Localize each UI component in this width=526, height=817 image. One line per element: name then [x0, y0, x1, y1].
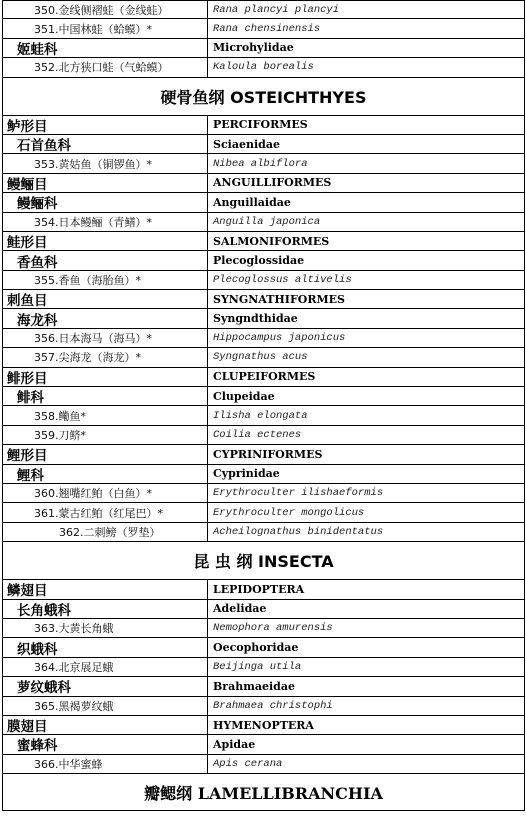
family-chinese-name: 蜜蜂科	[3, 735, 208, 753]
order-latin-name: ANGUILLIFORMES	[213, 176, 332, 190]
order-row	[3, 174, 524, 193]
family-row	[3, 735, 524, 754]
order-chinese-name: 鲈形目	[3, 116, 208, 134]
family-latin-name: Syngndthidae	[213, 312, 298, 326]
species-latin-name: Brahmaea christophi	[213, 699, 333, 712]
family-latin-name: Adelidae	[213, 602, 267, 616]
species-chinese-name: 351.中国林蛙（蛤蟆）*	[3, 19, 208, 37]
order-latin-name: HYMENOPTERA	[213, 718, 314, 732]
order-latin-name: CLUPEIFORMES	[213, 370, 316, 384]
order-row	[3, 368, 524, 387]
species-row	[3, 697, 524, 716]
family-chinese-name: 石首鱼科	[3, 135, 208, 153]
order-latin-name: SALMONIFORMES	[213, 234, 330, 248]
family-latin-name: Plecoglossidae	[213, 253, 305, 267]
class-heading: 硬骨鱼纲 OSTEICHTHYES	[160, 87, 367, 107]
order-chinese-name: 鳗鲡目	[3, 174, 208, 192]
order-row	[3, 580, 524, 599]
species-chinese-name: 358.鳓鱼*	[3, 406, 208, 424]
family-latin-name: Cyprinidae	[213, 467, 280, 481]
family-latin-name: Anguillaidae	[213, 195, 291, 209]
order-row	[3, 445, 524, 464]
species-latin-name: Erythroculter ilishaeformis	[213, 487, 384, 500]
species-chinese-name: 361.蒙古红鲌（红尾巴）*	[3, 503, 208, 521]
species-latin-name: Anguilla japonica	[213, 215, 321, 228]
species-chinese-name: 365.黑褐萝纹蛾	[3, 697, 208, 715]
species-latin-name: Rana chensinensis	[213, 22, 321, 35]
family-latin-name: Apidae	[213, 737, 256, 751]
species-row	[3, 58, 524, 77]
species-row	[3, 154, 524, 173]
family-latin-name: Oecophoridae	[213, 641, 299, 655]
order-chinese-name: 鲱形目	[3, 368, 208, 386]
species-latin-name: Plecoglossus altivelis	[213, 273, 352, 286]
family-chinese-name: 海龙科	[3, 309, 208, 327]
species-chinese-name: 355.香鱼（海胎鱼）*	[3, 271, 208, 289]
family-chinese-name: 织蛾科	[3, 638, 208, 656]
species-chinese-name: 366.中华蜜蜂	[3, 755, 208, 773]
species-latin-name: Erythroculter mongolicus	[213, 506, 365, 519]
order-latin-name: PERCIFORMES	[213, 118, 308, 132]
family-chinese-name: 姬蛙科	[3, 39, 208, 57]
species-row	[3, 426, 524, 445]
species-latin-name: Beijinga utila	[213, 660, 302, 673]
class-heading-row	[3, 78, 524, 116]
species-row	[3, 213, 524, 232]
species-row	[3, 658, 524, 677]
species-latin-name: Acheilognathus binidentatus	[213, 525, 384, 538]
species-row	[3, 484, 524, 503]
family-row	[3, 135, 524, 154]
family-chinese-name: 鲤科	[3, 465, 208, 483]
order-chinese-name: 鲤形目	[3, 445, 208, 463]
species-chinese-name: 350.金线侧褶蛙（金线蛙）	[3, 1, 208, 18]
species-latin-name: Nibea albiflora	[213, 157, 308, 170]
family-chinese-name: 鲱科	[3, 387, 208, 405]
species-chinese-name: 360.翘嘴红鲌（白鱼）*	[3, 484, 208, 502]
family-row	[3, 387, 524, 406]
species-row	[3, 755, 524, 774]
family-latin-name: Brahmaeidae	[213, 679, 295, 693]
order-chinese-name: 鳞翅目	[3, 580, 208, 598]
species-chinese-name: 363.大黄长角蛾	[3, 619, 208, 637]
class-heading: 瓣鳃纲 LAMELLIBRANCHIA	[144, 783, 383, 803]
species-latin-name: Ilisha elongata	[213, 409, 308, 422]
species-row	[3, 0, 524, 19]
order-latin-name: SYNGNATHIFORMES	[213, 292, 345, 306]
family-latin-name: Sciaenidae	[213, 137, 280, 151]
species-latin-name: Hippocampus japonicus	[213, 332, 346, 345]
class-heading-row	[3, 542, 524, 580]
family-latin-name: Microhylidae	[213, 41, 294, 55]
family-chinese-name: 萝纹蛾科	[3, 677, 208, 695]
species-latin-name: Kaloula borealis	[213, 61, 314, 74]
species-row	[3, 271, 524, 290]
species-row	[3, 348, 524, 367]
species-latin-name: Nemophora amurensis	[213, 622, 333, 635]
order-chinese-name: 膜翅目	[3, 716, 208, 734]
species-row	[3, 19, 524, 38]
species-row	[3, 406, 524, 425]
family-row	[3, 638, 524, 657]
species-row	[3, 523, 524, 542]
family-row	[3, 465, 524, 484]
family-row	[3, 600, 524, 619]
species-chinese-name: 352.北方狭口蛙（气蛤蟆）	[3, 58, 208, 76]
order-chinese-name: 刺鱼目	[3, 290, 208, 308]
family-row	[3, 677, 524, 696]
order-latin-name: LEPIDOPTERA	[213, 582, 305, 596]
species-latin-name: Coilia ectenes	[213, 429, 302, 441]
species-chinese-name: 359.刀鲚*	[3, 426, 208, 444]
species-chinese-name: 364.北京展足蛾	[3, 658, 208, 676]
species-table	[2, 0, 525, 811]
order-latin-name: CYPRINIFORMES	[213, 447, 323, 461]
family-chinese-name: 鳗鲡科	[3, 193, 208, 211]
order-row	[3, 290, 524, 309]
species-latin-name: Rana plancyi plancyi	[213, 3, 340, 16]
family-latin-name: Clupeidae	[213, 389, 275, 403]
family-row	[3, 193, 524, 212]
order-row	[3, 716, 524, 735]
order-row	[3, 116, 524, 135]
class-heading: 昆 虫 纲 INSECTA	[193, 552, 334, 572]
family-chinese-name: 香鱼科	[3, 251, 208, 269]
species-latin-name: Apis cerana	[213, 757, 283, 770]
species-row	[3, 329, 524, 348]
species-row	[3, 503, 524, 522]
family-row	[3, 309, 524, 328]
order-chinese-name: 鲑形目	[3, 232, 208, 250]
species-chinese-name: 357.尖海龙（海龙）*	[3, 348, 208, 366]
species-latin-name: Syngnathus acus	[213, 351, 308, 364]
family-row	[3, 251, 524, 270]
family-row	[3, 39, 524, 58]
species-chinese-name: 362.二刺鳑（罗垫）	[3, 523, 208, 541]
family-chinese-name: 长角蛾科	[3, 600, 208, 618]
class-heading-row	[3, 774, 524, 811]
species-chinese-name: 356.日本海马（海马）*	[3, 329, 208, 347]
order-row	[3, 232, 524, 251]
species-chinese-name: 353.黄姑鱼（铜锣鱼）*	[3, 154, 208, 172]
species-row	[3, 619, 524, 638]
species-chinese-name: 354.日本鳗鲡（青鳝）*	[3, 213, 208, 231]
